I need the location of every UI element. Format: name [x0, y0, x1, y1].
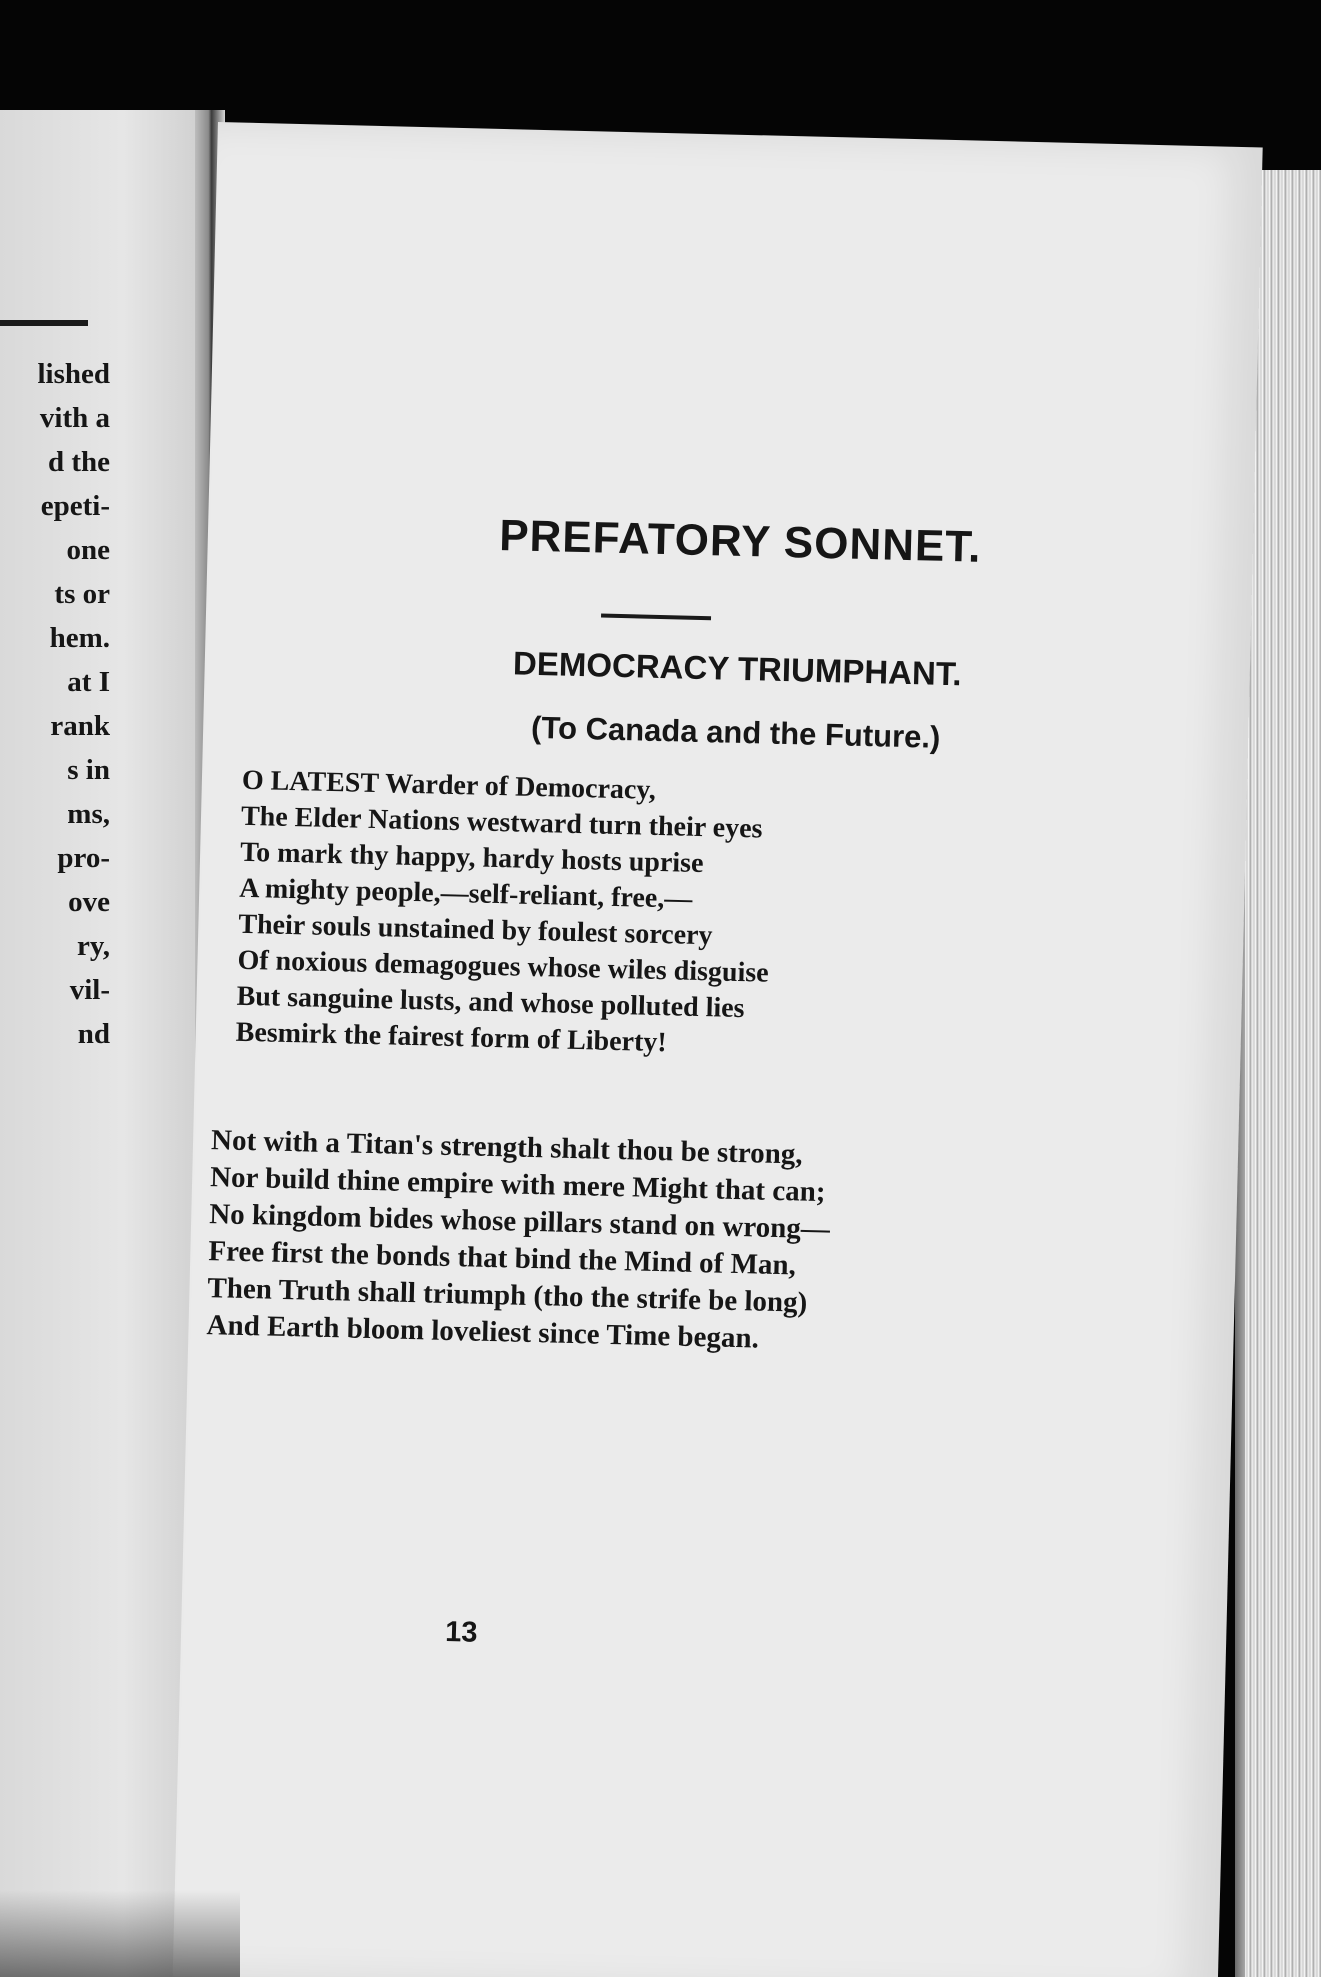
left-page-text — [0, 352, 110, 1056]
right-page — [173, 122, 1263, 1977]
left-page-line: lished — [37, 358, 110, 390]
verse-line: No kingdom bides whose pillars stand on wrong— — [208, 1198, 831, 1246]
poem-dedication: (To Canada and the Future.) — [530, 709, 941, 755]
left-page-line: vil- — [69, 974, 110, 1006]
verse-line: And Earth bloom loveliest since Time began. — [206, 1309, 760, 1355]
left-page-line: ry, — [76, 930, 110, 962]
left-page-line: ove — [68, 886, 110, 918]
left-page-line: s in — [67, 754, 110, 786]
title-rule — [601, 614, 711, 621]
verse-line: Free first the bonds that bind the Mind of Man, — [208, 1235, 797, 1282]
verse-line: Of noxious demagogues whose wiles disguise — [237, 944, 770, 989]
scan-shadow — [0, 1890, 240, 1977]
verse-line: Then Truth shall triumph (tho the strife be long) — [207, 1272, 808, 1319]
page-content — [173, 122, 1263, 1977]
verse-line: Not with a Titan's strength shalt thou be strong, — [210, 1124, 803, 1171]
page-title: PREFATORY SONNET. — [498, 511, 983, 572]
left-facing-page — [0, 110, 205, 1977]
verse-line: To mark thy happy, hardy hosts uprise — [239, 836, 704, 880]
page-number: 13 — [444, 1616, 478, 1649]
verse-line: The Elder Nations westward turn their eyes — [240, 800, 763, 845]
stanza-octave — [235, 763, 802, 1065]
left-page-line: ms, — [67, 798, 110, 830]
left-page-line: one — [66, 534, 110, 566]
left-page-line: nd — [77, 1018, 110, 1050]
left-page-line: pro- — [57, 842, 110, 874]
left-page-line: hem. — [49, 622, 110, 654]
verse-line: Nor build thine empire with mere Might that can; — [209, 1161, 826, 1209]
left-page-line: epeti- — [40, 490, 110, 522]
left-page-rule — [0, 320, 88, 326]
verse-line: Besmirk the fairest form of Liberty! — [235, 1016, 668, 1059]
verse-line: But sanguine lusts, and whose polluted lies — [236, 980, 745, 1025]
stanza-sestet — [206, 1122, 831, 1358]
left-page-line: at I — [67, 666, 110, 698]
poem-title: DEMOCRACY TRIUMPHANT. — [512, 644, 962, 693]
verse-line: Their souls unstained by foulest sorcery — [238, 908, 713, 952]
left-page-line: vith a — [39, 402, 110, 434]
left-page-line: ts or — [54, 578, 110, 610]
left-page-line: rank — [50, 710, 110, 742]
verse-line: A mighty people,—self-reliant, free,— — [238, 872, 693, 915]
page-edge-stack — [1245, 170, 1321, 1977]
verse-line: O LATEST Warder of Democracy, — [241, 764, 657, 806]
left-page-line: d the — [47, 446, 110, 478]
